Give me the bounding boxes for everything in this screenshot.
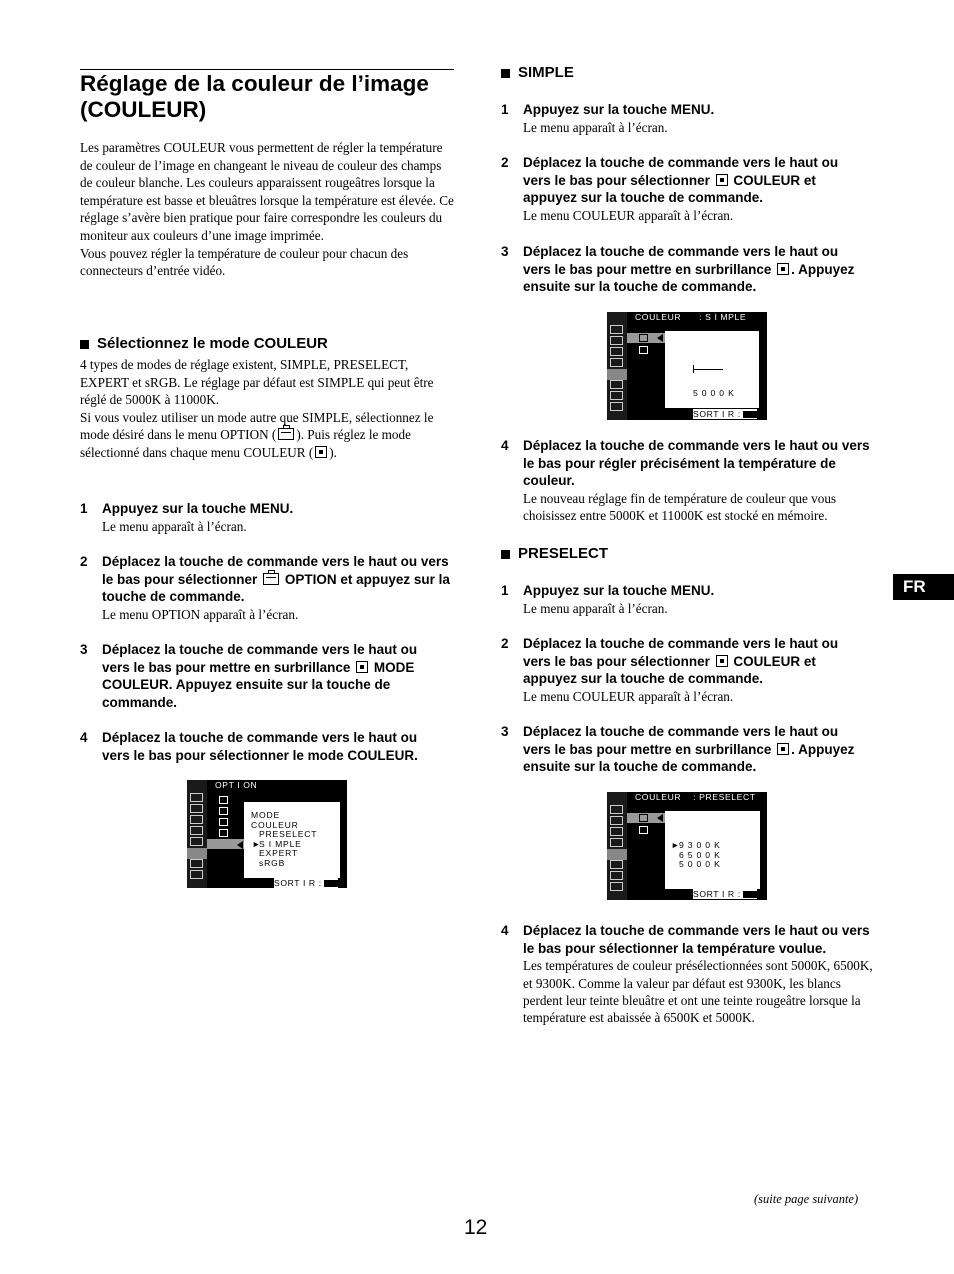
osd-pane: [244, 802, 340, 878]
simple-heading-text: SIMPLE: [518, 64, 574, 81]
step-instruction: [523, 243, 861, 296]
osd-menu-icon: [190, 870, 203, 879]
bullet-square-icon: [80, 340, 89, 349]
osd-pane: [665, 811, 760, 889]
osd-pane: [665, 331, 759, 408]
step-instruction: Déplacez la touche de commande vers le haut ou vers le bas pour sélectionner le mode COULEUR.: [102, 730, 418, 763]
osd-slider: [693, 369, 723, 370]
step-instruction-b: OPTION et appuyez sur la touche de commande.: [102, 571, 450, 605]
osd-option-selected: [251, 840, 340, 850]
left-step-2: [80, 553, 456, 623]
option-icon: [190, 859, 203, 868]
osd-submenu-icon: [219, 807, 228, 815]
simple-heading: [501, 64, 574, 82]
osd-menu-icon: [190, 815, 203, 824]
color-icon: [716, 174, 728, 186]
step-number: 2: [80, 554, 88, 569]
step-result: Le nouveau réglage fin de température de couleur que vous choisissez entre 5000K et 11000K est stocké en mémoire.: [523, 490, 837, 524]
osd-slider-tick: [693, 365, 694, 373]
simple-step-1: [501, 101, 861, 136]
language-tab: FR: [893, 574, 954, 600]
osd-option: 6 5 0 0 K: [679, 849, 721, 860]
brightness-icon: [610, 325, 623, 334]
step-instruction: Appuyez sur la touche MENU.: [523, 583, 715, 598]
osd-submenu-icon: [219, 796, 228, 804]
preselect-heading: [501, 545, 608, 563]
osd-arrow-icon: [657, 814, 663, 822]
step-result: Le menu apparaît à l’écran.: [523, 119, 668, 135]
osd-selected-icon: [607, 849, 627, 860]
preselect-step-2: [501, 635, 861, 705]
osd-submenu-icon: [639, 826, 648, 834]
osd-title: COULEUR : PRESELECT: [627, 792, 767, 802]
osd-pointer-icon: ►: [671, 840, 681, 850]
step-number: 3: [80, 642, 88, 657]
osd-exit: [693, 409, 757, 419]
step-number: 1: [80, 501, 88, 516]
osd-menu-icon: [610, 882, 623, 891]
step-result: Le menu COULEUR apparaît à l’écran.: [523, 207, 734, 223]
step-result: Le menu OPTION apparaît à l’écran.: [102, 606, 299, 622]
osd-submenu-icon: [639, 814, 648, 822]
osd-submenu-icon: [639, 334, 648, 342]
osd-exit-label: SORT I R :: [274, 878, 322, 888]
step-instruction: [523, 635, 861, 688]
step-instruction: [102, 641, 440, 711]
osd-list: [671, 841, 741, 870]
select-mode-paragraph-1: 4 types de modes de réglage existent, SIMPLE, PRESELECT, EXPERT et sRGB. Le réglage par défaut est SIMPLE qui peut être réglé de 5000K à 11000K.: [80, 357, 434, 408]
step-instruction: Appuyez sur la touche MENU.: [102, 501, 294, 516]
select-mode-heading: [80, 335, 328, 353]
brightness-icon: [610, 805, 623, 814]
step-number: 4: [80, 730, 88, 745]
page-title-line1: Réglage de la couleur de l’image: [80, 71, 429, 96]
simple-step-4: [501, 437, 881, 525]
step-instruction-b: . Appuyez ensuite sur la touche de commande.: [523, 261, 855, 295]
osd-option: PRESELECT: [259, 829, 318, 840]
step-number: 4: [501, 438, 509, 453]
osd-menu-icon: [190, 837, 203, 846]
step-instruction-a: Déplacez la touche de commande vers le haut ou vers le bas pour mettre en surbrillance: [523, 244, 839, 277]
select-mode-heading-text: Sélectionnez le mode COULEUR: [97, 335, 328, 352]
step-number: 1: [501, 583, 509, 598]
osd-arrow-icon: [237, 841, 243, 849]
step-instruction: [523, 154, 861, 207]
left-step-3: [80, 641, 440, 711]
osd-option-selected: [671, 841, 741, 851]
bullet-square-icon: [501, 550, 510, 559]
osd-option-menu: [187, 780, 347, 888]
osd-option: EXPERT: [259, 848, 299, 859]
step-result: Le menu apparaît à l’écran.: [102, 518, 247, 534]
osd-exit-label: SORT I R :: [693, 409, 741, 419]
color-icon: [610, 380, 623, 389]
intro-paragraph-2: Vous pouvez régler la température de couleur pour chacun des connecteurs d’entrée vidéo.: [80, 245, 409, 279]
left-step-4: [80, 729, 440, 764]
step-number: 3: [501, 724, 509, 739]
osd-value: 5 0 0 0 K: [693, 388, 735, 398]
osd-exit-label: SORT I R :: [693, 889, 741, 899]
osd-menu-icon: [190, 826, 203, 835]
step-instruction: Déplacez la touche de commande vers le haut ou vers le bas pour sélectionner la température voulue.: [523, 923, 870, 956]
osd-exit: [693, 889, 757, 899]
step-instruction-b: COULEUR et appuyez sur la touche de commande.: [523, 172, 816, 206]
osd-pointer-icon: ►: [252, 838, 262, 849]
intro-text: [80, 139, 456, 280]
step-instruction-a: Déplacez la touche de commande vers le haut ou vers le bas pour sélectionner: [102, 554, 449, 587]
color-icon: [315, 446, 327, 458]
menu-key-icon: [743, 411, 757, 418]
color-icon: [610, 860, 623, 869]
left-step-1: [80, 500, 440, 535]
simple-step-3: [501, 243, 861, 296]
intro-paragraph-1: Les paramètres COULEUR vous permettent de régler la température de couleur de l’image en changeant le niveau de couleur des champs de couleur blanche. Les couleurs apparaissent rougeâtres lorsque la température est basse et bleuâtres lorsque la température est élevée. Ce réglage s’avère bien pratique pour faire correspondre les couleurs du moniteur aux couleurs d’une image imprimée.: [80, 140, 454, 243]
osd-menu-icon: [610, 402, 623, 411]
option-icon: [263, 573, 279, 585]
osd-option: 5 0 0 0 K: [679, 859, 721, 870]
osd-menu-icon: [610, 838, 623, 847]
osd-title: COULEUR : S I MPLE: [627, 312, 767, 322]
osd-menu-icon: [610, 336, 623, 345]
osd-menu-icon: [610, 816, 623, 825]
step-instruction-a: Déplacez la touche de commande vers le haut ou vers le bas pour mettre en surbrillance: [102, 642, 418, 675]
osd-arrow-icon: [657, 334, 663, 342]
preselect-heading-text: PRESELECT: [518, 545, 609, 562]
brightness-icon: [190, 793, 203, 802]
step-instruction-b: COULEUR et appuyez sur la touche de commande.: [523, 653, 816, 687]
osd-submenu-icon: [219, 818, 228, 826]
step-instruction: [102, 553, 456, 606]
osd-menu-icon: [610, 827, 623, 836]
title-rule: [80, 69, 454, 70]
option-icon: [610, 391, 623, 400]
bullet-square-icon: [501, 69, 510, 78]
step-number: 4: [501, 923, 509, 938]
osd-menu-icon: [610, 358, 623, 367]
step-instruction: [523, 723, 861, 776]
osd-title: OPT I ON: [207, 780, 347, 790]
osd-sidebar: [607, 792, 627, 900]
osd-option-text: 9 3 0 0 K: [679, 840, 721, 850]
option-icon: [610, 871, 623, 880]
step-instruction-a: Déplacez la touche de commande vers le haut ou vers le bas pour sélectionner: [523, 155, 839, 188]
osd-line: COULEUR: [251, 819, 299, 830]
osd-menu-icon: [190, 804, 203, 813]
color-icon: [716, 655, 728, 667]
page-title: [80, 71, 460, 123]
step-instruction: Appuyez sur la touche MENU.: [523, 102, 715, 117]
select-mode-text: [80, 356, 456, 462]
osd-option-text: S I MPLE: [259, 838, 302, 849]
step-number: 3: [501, 244, 509, 259]
select-mode-paragraph-2: [80, 409, 456, 462]
osd-selected-icon: [607, 369, 627, 380]
p2-part-a: Si vous voulez utiliser un mode autre que SIMPLE, sélectionnez le mode désiré dans le menu OPTION (: [80, 409, 434, 443]
option-icon: [278, 428, 294, 440]
menu-key-icon: [743, 891, 757, 898]
osd-preselect-menu: [607, 792, 767, 900]
page-number: 12: [464, 1216, 488, 1239]
step-result: Le menu apparaît à l’écran.: [523, 600, 668, 616]
step-result: Le menu COULEUR apparaît à l’écran.: [523, 688, 734, 704]
osd-line: MODE: [251, 810, 280, 820]
step-number: 1: [501, 102, 509, 117]
page-title-line2: (COULEUR): [80, 97, 207, 122]
step-result: Les températures de couleur présélectionnées sont 5000K, 6500K, et 9300K. Comme la valeur par défaut est 9300K, les blancs perdent leur teinte bleuâtre et ont une teinte rougeâtre lorsque la température est abaissée à 6500K et 5000K.: [523, 958, 873, 1026]
step-instruction-a: Déplacez la touche de commande vers le haut ou vers le bas pour sélectionner: [523, 636, 839, 669]
color-icon: [777, 743, 789, 755]
step-number: 2: [501, 155, 509, 170]
osd-submenu-icon: [219, 829, 228, 837]
simple-step-2: [501, 154, 861, 224]
osd-menu-icon: [610, 347, 623, 356]
osd-submenu-icon: [639, 346, 648, 354]
preselect-step-1: [501, 582, 861, 617]
step-instruction-b: . Appuyez ensuite sur la touche de commande.: [523, 741, 855, 775]
osd-sidebar: [187, 780, 207, 888]
preselect-step-3: [501, 723, 861, 776]
osd-sidebar: [607, 312, 627, 420]
menu-key-icon: [324, 880, 338, 887]
color-icon: [777, 263, 789, 275]
step-number: 2: [501, 636, 509, 651]
color-icon: [356, 661, 368, 673]
osd-simple-menu: [607, 312, 767, 420]
step-instruction-b: MODE COULEUR. Appuyez ensuite sur la touche de commande.: [102, 659, 415, 710]
continued-note: (suite page suivante): [754, 1192, 859, 1206]
osd-selected-icon: [187, 848, 207, 859]
osd-exit: [274, 878, 338, 888]
step-instruction-a: Déplacez la touche de commande vers le haut ou vers le bas pour mettre en surbrillance: [523, 724, 839, 757]
preselect-step-4: [501, 922, 881, 1027]
p2-part-c: ).: [329, 444, 337, 460]
step-instruction: Déplacez la touche de commande vers le haut ou vers le bas pour régler précisément la température de couleur.: [523, 438, 870, 489]
p2-part-b: ). Puis réglez le mode sélectionné dans chaque menu COULEUR (: [80, 427, 411, 460]
osd-option: sRGB: [259, 857, 286, 868]
